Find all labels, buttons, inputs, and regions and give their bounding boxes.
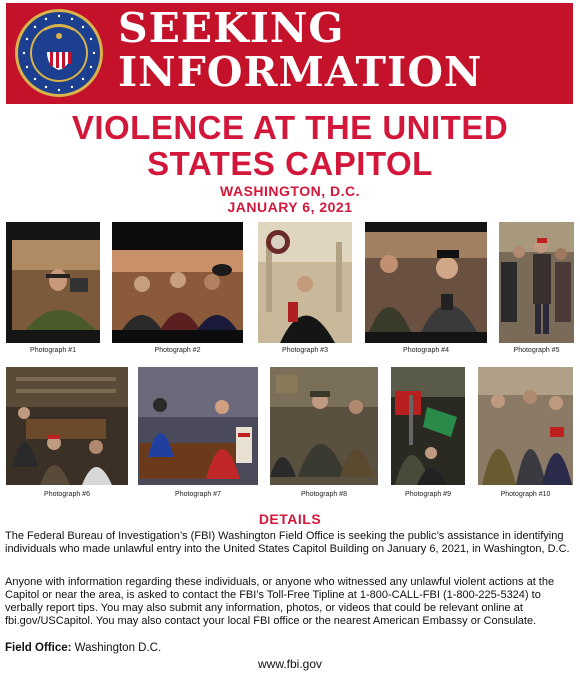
photograph-4 — [365, 222, 487, 343]
photo-caption-6: Photograph #6 — [44, 491, 90, 498]
photograph-10 — [478, 367, 573, 485]
headline-line-1: VIOLENCE AT THE UNITED — [71, 109, 509, 146]
photograph-2 — [112, 222, 243, 343]
headline — [0, 110, 580, 182]
photo-caption-4: Photograph #4 — [403, 347, 449, 354]
details-heading: DETAILS — [258, 511, 322, 527]
photo-caption-3: Photograph #3 — [282, 347, 328, 354]
details-paragraph-1: The Federal Bureau of Investigation’s (FBI) Washington Field Office is seeking the public’s assistance in identifying individuals who made unlawful entry into the United States Capitol Building on January 6, 2021, in Washington, D.C. — [5, 530, 570, 555]
field-office-label: Field Office: — [5, 642, 72, 654]
photo-caption-2: Photograph #2 — [154, 347, 201, 354]
photograph-1 — [6, 222, 100, 343]
location-text: WASHINGTON, D.C. — [220, 183, 360, 199]
banner-line-2: INFORMATION — [118, 48, 483, 96]
photograph-8 — [270, 367, 378, 485]
headline-line-2: STATES CAPITOL — [147, 145, 433, 182]
photo-caption-7: Photograph #7 — [175, 491, 221, 498]
photograph-6 — [6, 367, 128, 485]
field-office — [5, 642, 161, 654]
fbi-seal-icon — [14, 8, 104, 98]
photo-caption-1: Photograph #1 — [30, 347, 76, 354]
photograph-3 — [258, 222, 352, 343]
photo-caption-10: Photograph #10 — [500, 491, 551, 498]
photograph-5 — [499, 222, 574, 343]
photo-caption-8: Photograph #8 — [301, 491, 347, 498]
website-link[interactable]: www.fbi.gov — [257, 657, 323, 671]
photograph-9 — [391, 367, 465, 485]
photo-caption-9: Photograph #9 — [405, 491, 451, 498]
banner-line-1: SEEKING — [118, 4, 345, 52]
banner-title — [118, 6, 482, 94]
date-text: JANUARY 6, 2021 — [227, 199, 353, 215]
field-office-value: Washington D.C. — [74, 642, 162, 654]
photo-caption-5: Photograph #5 — [513, 347, 560, 354]
details-paragraph-2: Anyone with information regarding these individuals, or anyone who witnessed any unlawful violent actions at the Capitol or near the area, is asked to contact the FBI’s Toll-Free Tipline at 1-800-CALL-FBI (1-800-225-5324) to verbally report tips. You may also submit any information, photos, or videos that could be relevant online at fbi.gov/USCapitol. You may also contact your local FBI office or the nearest American Embassy or Consulate. — [5, 576, 555, 627]
photograph-7 — [138, 367, 258, 485]
